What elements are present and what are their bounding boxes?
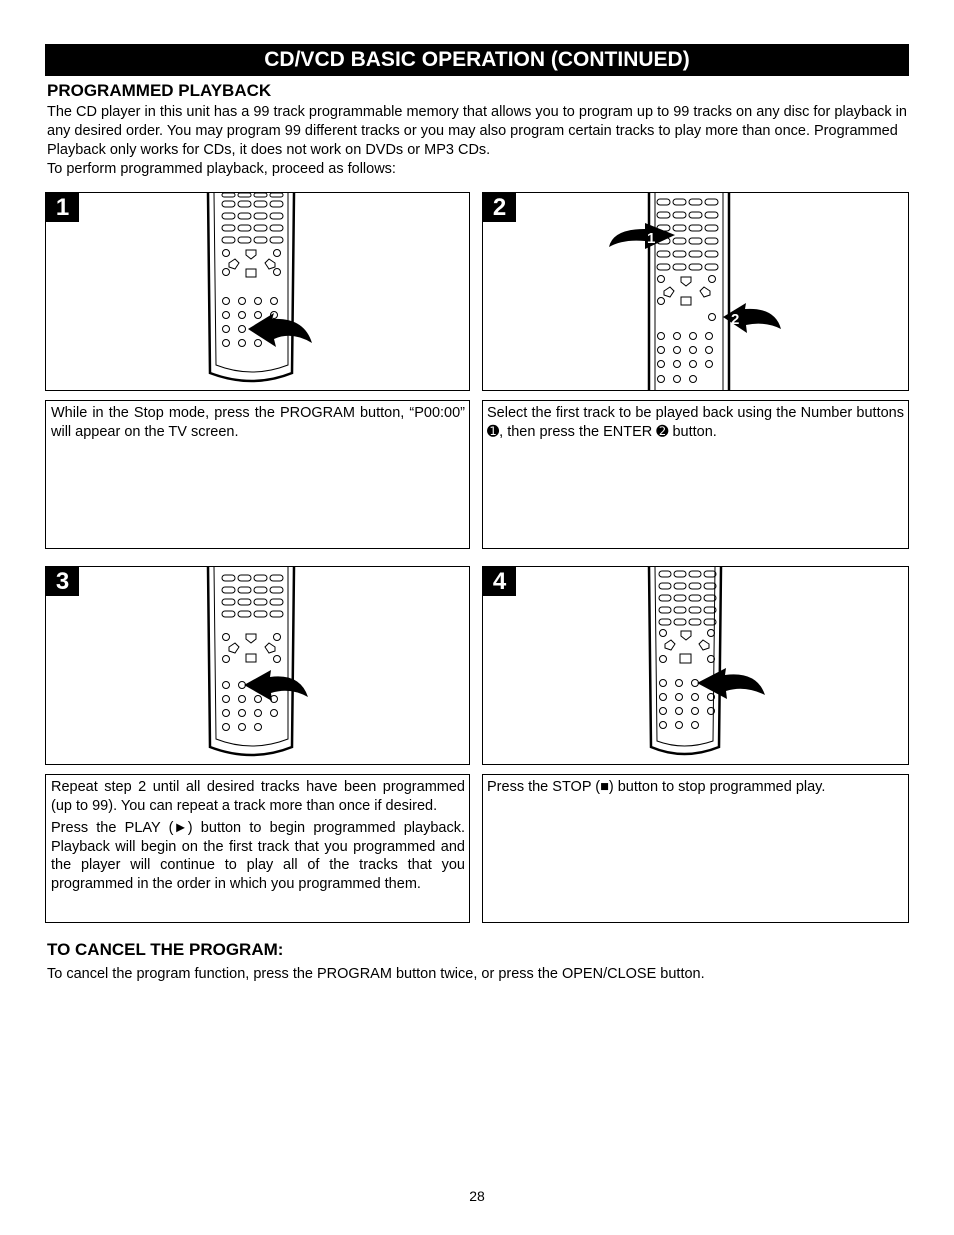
step-3-illustration: [45, 566, 470, 765]
step-number-badge: 4: [483, 567, 516, 596]
step-instruction-2: Press the PLAY (►) button to begin programmed playback. Playback will begin on the first track that you programmed and the player will continue to play all of the tracks that you programmed in the order in which you programmed them.: [51, 820, 465, 892]
cancel-program-heading: TO CANCEL THE PROGRAM:: [47, 940, 284, 959]
step-4-illustration: [482, 566, 909, 765]
intro-text: [47, 103, 909, 179]
arrow-label-2: 2: [731, 311, 740, 328]
step-2-illustration: [482, 192, 909, 391]
remote-control-illustration: [46, 567, 470, 765]
programmed-playback-heading: PROGRAMMED PLAYBACK: [47, 81, 272, 100]
step-number-badge: 3: [46, 567, 79, 596]
step-number-badge: 1: [46, 193, 79, 222]
section-title: CD/VCD BASIC OPERATION (CONTINUED): [45, 44, 909, 76]
cancel-program-text: To cancel the program function, press the PROGRAM button twice, or press the OPEN/CLOSE button.: [47, 966, 705, 982]
step-2-text: [482, 400, 909, 549]
page-number: 28: [469, 1188, 485, 1204]
step-4-text: [482, 774, 909, 923]
step-instruction: Press the STOP (■) button to stop programmed play.: [487, 779, 826, 795]
step-instruction: While in the Stop mode, press the PROGRAM button, “P00:00” will appear on the TV screen.: [51, 405, 465, 440]
remote-control-illustration: [483, 567, 909, 765]
intro-instruction: To perform programmed playback, proceed as follows:: [47, 161, 396, 177]
step-1-illustration: [45, 192, 470, 391]
arrow-label-1: 1: [647, 230, 656, 247]
remote-control-illustration: [46, 193, 470, 391]
intro-paragraph: The CD player in this unit has a 99 track programmable memory that allows you to program up to 99 tracks on any disc for playback in any desired order. You may program 99 different tracks or you may also program certain tracks to play more than once. Programmed Playback only works for CDs, it does not work on DVDs or MP3 CDs.: [47, 104, 907, 158]
step-instruction: Select the first track to be played back using the Number buttons ➊, then press the ENTER ➋ button.: [487, 405, 904, 440]
step-1-text: [45, 400, 470, 549]
step-number-badge: 2: [483, 193, 516, 222]
step-instruction: Repeat step 2 until all desired tracks have been programmed (up to 99). You can repeat a track more than once if desired.: [51, 779, 465, 814]
remote-control-illustration: [483, 193, 909, 391]
step-3-text: [45, 774, 470, 923]
